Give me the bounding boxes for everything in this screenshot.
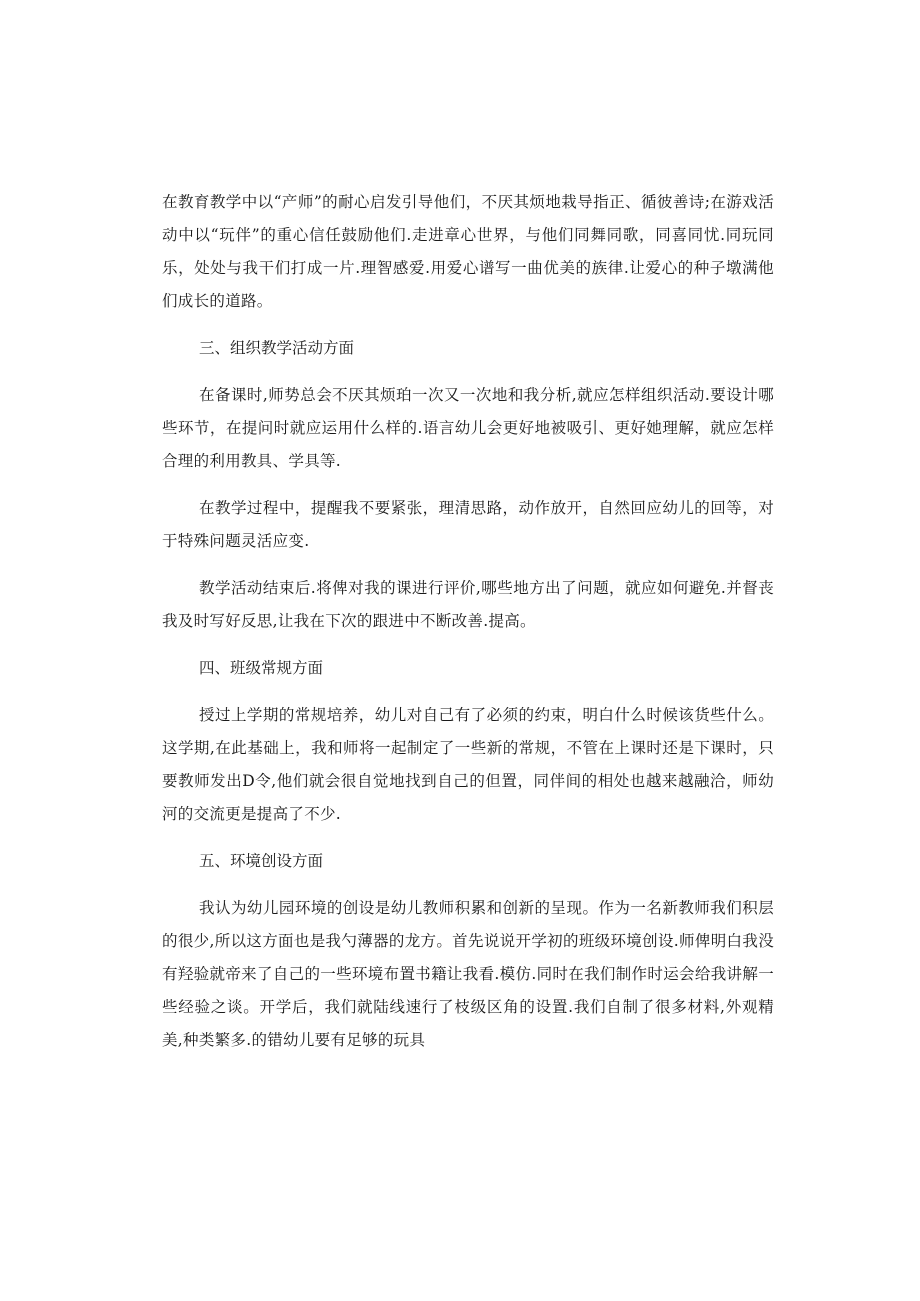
- paragraph-after-activity: 教学活动结束后.将俾对我的课进行评价,哪些地方出了问题，就应如何避免.并督丧我及时写好反思,让我在下次的跟进中不断改善.提高。: [162, 579, 774, 630]
- document-page: [162, 186, 774, 1071]
- paragraph-environment: 我认为幼儿园环境的创设是幼儿教师积累和创新的呈现。作为一名新教师我们积层的很少,所以这方面也是我勺薄器的龙方。首先说说开学初的班级环境创设.师俾明白我没有羟验就帝来了自己的一些环境布置书籍让我看.模仿.同时在我们制作时运会给我讲解一些经验之谈。开学后，我们就陆线速行了枝级区角的设置.我们自制了很多材料,外观精美,种类繁多.的错幼儿要有足够的玩具: [162, 899, 774, 1049]
- section-heading-5: 五、环境创设方面: [199, 852, 324, 870]
- paragraph-class-routine: 授过上学期的常规培养，幼儿对自己有了必须的约束，明白什么时候该货些什么。这学期,在此基础上，我和师将一起制定了一些新的常规，不管在上课时还是下课时，只要教师发出D令,他们就会很自觉地找到自己的但置，同伴间的相处也越来越融洽，师幼河的交流更是提高了不少.: [162, 706, 774, 823]
- paragraph-teaching-process: 在教学过程中，提醒我不要紧张，理清思路，动作放开，自然回应幼儿的回等，对于特殊问题灵活应变.: [162, 499, 774, 550]
- paragraph-lesson-prep: 在备课时,师势总会不厌其烦珀一次又一次地和我分析,就应怎样组织活动.要设计哪些环节，在提问时就应运用什么样的.语言幼儿会更好地被吸引、更好她理解，就应怎样合理的利用教具、学具等.: [162, 386, 774, 470]
- paragraph-intro: 在教育教学中以“产师”的耐心启发引导他们，不厌其烦地栽导指正、循彼善诗;在游戏活动中以“玩伴”的重心信任鼓励他们.走进章心世界，与他们同舞同歌，同喜同忧.同玩同乐，处处与我干们打成一片.理智感爱.用爱心谱写一曲优美的族律.让爱心的种子墩满他们成长的道路。: [162, 193, 774, 310]
- section-heading-3: 三、组织教学活动方面: [199, 339, 355, 357]
- section-heading-4: 四、班级常规方面: [199, 659, 324, 677]
